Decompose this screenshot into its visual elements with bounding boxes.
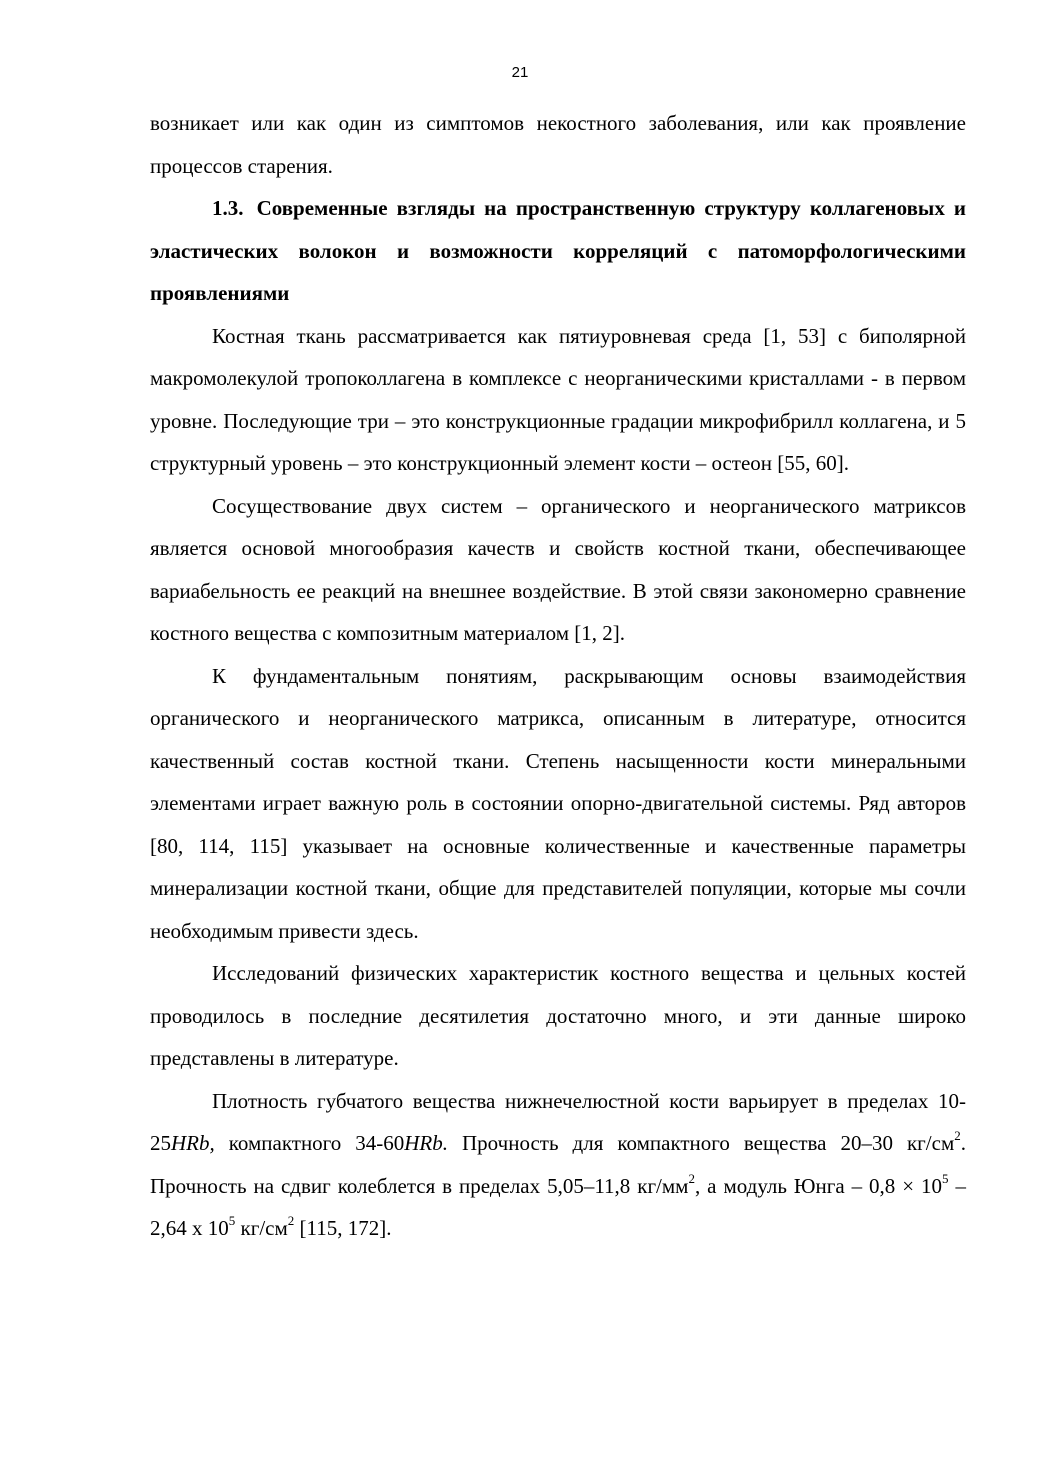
page-number: 21 <box>511 64 529 81</box>
text-span: кг/см <box>235 1216 288 1240</box>
unit-hrb: HRb. <box>404 1131 449 1155</box>
text-span: , а модуль Юнга – 0,8 × 10 <box>694 1173 943 1198</box>
text-span: Прочность для компактного вещества 20–30 кг/см <box>448 1131 955 1155</box>
paragraph-physical-properties <box>150 1080 966 1250</box>
section-title: Современные взгляды на пространственную структуру коллагеновых и эластических волокон и возможности корреляций с патоморфологическими проявлениями <box>150 196 967 305</box>
paragraph-continuation: возникает или как один из симптомов некостного заболевания, или как проявление процессов старения. <box>150 111 966 178</box>
paragraph: К фундаментальным понятиям, раскрывающим основы взаимодействия органического и неорганического матрикса, описанным в литературе, относится качественный состав костной ткани. Степень насыщенности кости минеральными элементами играет важную роль в состоянии опорно-двигательной системы. Ряд авторов [80, 114, 115] указывает на основные количественные и качественные параметры минерализации костной ткани, общие для представителей популяции, которые мы сочли необходимым привести здесь. <box>150 663 966 943</box>
superscript: 2 <box>287 1213 295 1228</box>
text-span: – 2,64 х 10 <box>150 1173 966 1240</box>
document-body <box>150 102 966 1250</box>
text-span: компактного 34-60 <box>214 1131 405 1155</box>
paragraph: Костная ткань рассматривается как пятиуровневая среда [1, 53] с биполярной макромолекулой тропоколлагена в комплексе с неорганическими кристаллами - в первом уровне. Последующие три – это конструкционные градации микрофибрилл коллагена, и 5 структурный уровень – это конструкционный элемент кости – остеон [55, 60]. <box>150 323 966 475</box>
paragraph: Исследований физических характеристик костного вещества и цельных костей проводилось в последние десятилетия достаточно много, и эти данные широко представлены в литературе. <box>150 961 966 1070</box>
superscript: 5 <box>228 1213 236 1228</box>
superscript: 5 <box>942 1170 949 1186</box>
text-span: . Прочность на сдвиг колеблется в пределах 5,05–11,8 кг/мм <box>150 1131 966 1198</box>
section-number: 1.3. <box>212 196 244 220</box>
section-heading <box>150 187 966 315</box>
superscript: 2 <box>954 1128 961 1143</box>
unit-hrb: HRb, <box>171 1131 215 1155</box>
superscript: 2 <box>688 1170 695 1186</box>
text-span: [115, 172]. <box>294 1216 392 1240</box>
text-span: Плотность губчатого вещества нижнечелюстной кости варьирует в пределах 10-25 <box>150 1088 966 1155</box>
paragraph: Сосуществование двух систем – органического и неорганического матриксов является основой многообразия качеств и свойств костной ткани, обеспечивающее вариабельность ее реакций на внешнее воздействие. В этой связи закономерно сравнение костного вещества с композитным материалом [1, 2]. <box>150 493 966 645</box>
